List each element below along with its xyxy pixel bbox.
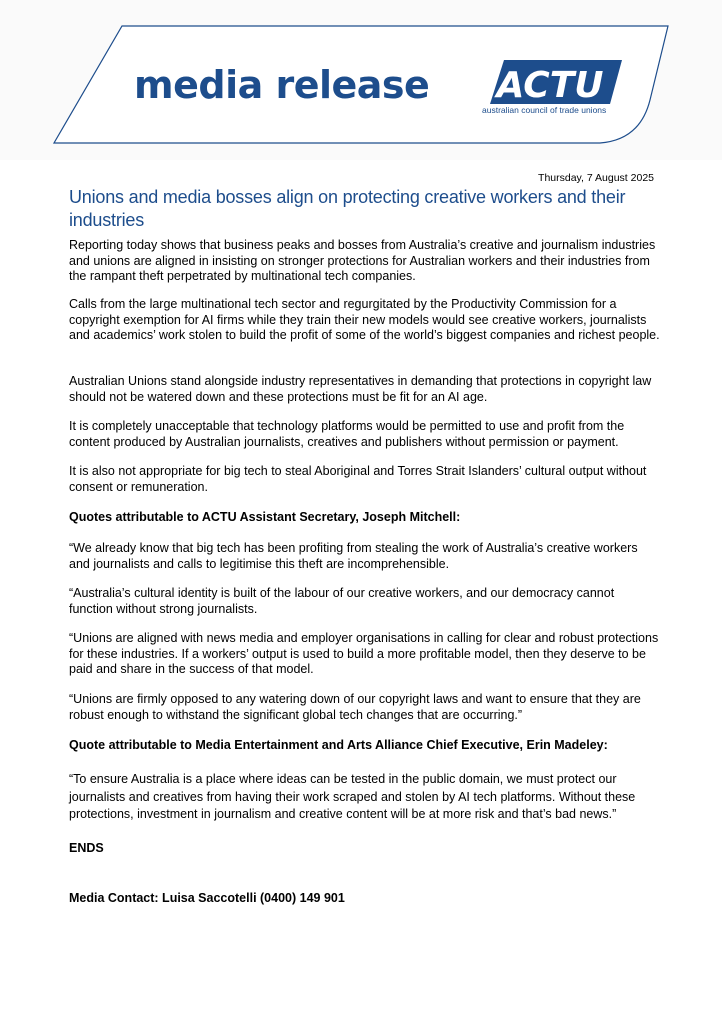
ends-marker: ENDS bbox=[69, 841, 104, 855]
quote-4: “Unions are firmly opposed to any watering down of our copyright laws and want to ensure that they are robust enough to withstand the significant global tech changes that are occurring.” bbox=[69, 692, 641, 722]
quote-1: “We already know that big tech has been profiting from stealing the work of Australia’s creative workers and journalists and calls to legitimise this theft are incomprehensible. bbox=[69, 541, 638, 571]
paragraph-5: It is also not appropriate for big tech to steal Aboriginal and Torres Strait Islanders’ cultural output without consent or remuneration. bbox=[69, 464, 647, 494]
headline: Unions and media bosses align on protecting creative workers and their industries bbox=[69, 187, 626, 230]
quote-heading-actu: Quotes attributable to ACTU Assistant Secretary, Joseph Mitchell: bbox=[69, 510, 461, 524]
paragraph-1: Reporting today shows that business peaks and bosses from Australia’s creative and journalism industries and unions are aligned in insisting on stronger protections for Australian workers and their industries from the rampant theft perpetrated by multinational tech companies. bbox=[69, 238, 656, 283]
logo-text: ACTU bbox=[496, 65, 604, 106]
paragraph-4: It is completely unacceptable that technology platforms would be permitted to use and profit from the content produced by Australian journalists, creatives and publishers without permission or payment. bbox=[69, 419, 625, 449]
paragraph-2: Calls from the large multinational tech sector and regurgitated by the Productivity Commission for a copyright exemption for AI firms while they train their new models would see creative workers, journalists and academics’ work stolen to build the profit of some of the world’s biggest companies and richest people. bbox=[69, 297, 660, 342]
media-release-title: media release bbox=[134, 63, 430, 107]
quote-5: “To ensure Australia is a place where ideas can be tested in the public domain, we must protect our journalists and creatives from having their work scraped and stolen by AI tech platforms. Without these protections, investment in journalism and creative content will be at more risk and that’s bad news.” bbox=[69, 772, 636, 821]
release-date: Thursday, 7 August 2025 bbox=[538, 172, 654, 184]
quote-2: “Australia’s cultural identity is built of the labour of our creative workers, and our democracy cannot function without strong journalists. bbox=[69, 586, 615, 616]
quote-heading-meaa: Quote attributable to Media Entertainment and Arts Alliance Chief Executive, Erin Madeley: bbox=[69, 738, 608, 752]
page-header bbox=[0, 0, 722, 160]
quote-3: “Unions are aligned with news media and employer organisations in calling for clear and robust protections for these industries. If a workers’ output is used to build a more profitable model, then they deserve to be paid and share in the success of that model. bbox=[69, 631, 659, 676]
paragraph-3: Australian Unions stand alongside industry representatives in demanding that protections in copyright law should not be watered down and these protections must be fit for an AI age. bbox=[69, 374, 652, 404]
media-contact: Media Contact: Luisa Saccotelli (0400) 149 901 bbox=[69, 891, 345, 905]
logo-tagline: australian council of trade unions bbox=[482, 105, 607, 115]
